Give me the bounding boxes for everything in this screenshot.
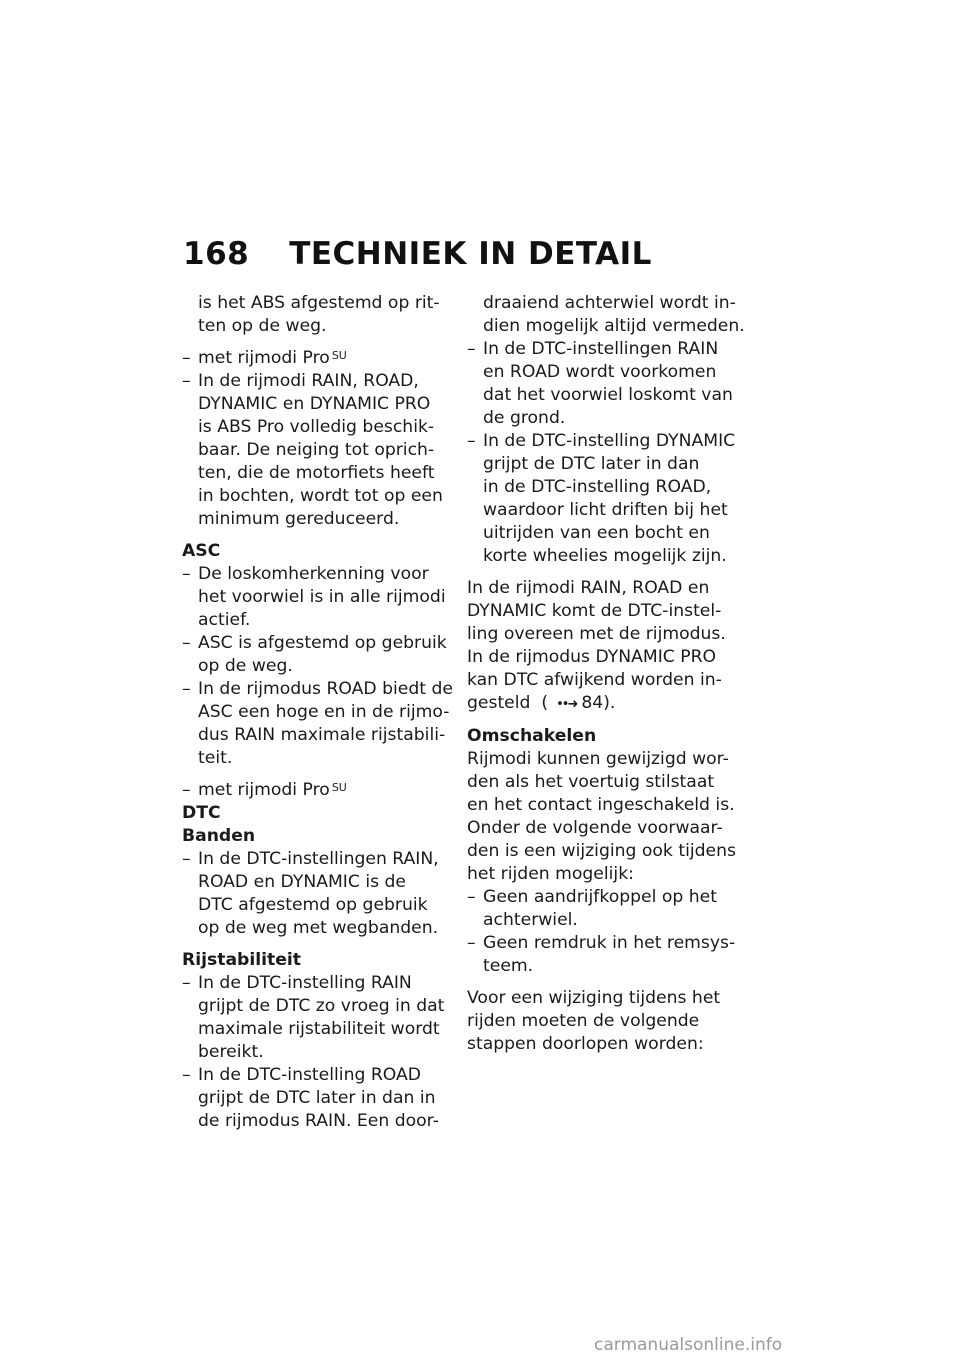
left-column xyxy=(182,292,462,1133)
page-title: TECHNIEK IN DETAIL xyxy=(289,236,652,272)
list-item: – In de DTC-instelling DYNAMIC grijpt de DTC later in dan in de DTC-instelling ROAD, waardoor licht driften bij het uitrijden van een bocht en korte wheelies mogelijk zijn. xyxy=(467,431,736,566)
banden-heading: Banden xyxy=(182,826,256,846)
continued-text: draaiend achterwiel wordt in- dien mogelijk altijd vermeden. xyxy=(483,293,745,336)
list-item-abs-pro: – In de rijmodi RAIN, ROAD, DYNAMIC en DYNAMIC PRO is ABS Pro volledig beschik- baar. De neiging tot oprich- ten, die de motorfiets heeft in bochten, wordt tot op een minimum gereduceerd. xyxy=(182,371,443,529)
su-superscript: SU xyxy=(331,349,347,362)
dtc-heading: DTC xyxy=(182,803,221,823)
list-item: – In de DTC-instelling RAIN grijpt de DTC zo vroeg in dat maximale rijstabiliteit wordt bereikt. xyxy=(182,973,445,1062)
list-item: – In de DTC-instelling ROAD grijpt de DTC later in dan in de rijmodus RAIN. Een door- xyxy=(182,1065,439,1131)
list-item: – ASC is afgestemd op gebruik op de weg. xyxy=(182,633,447,676)
page-header xyxy=(183,236,652,272)
page-reference-link[interactable]: 84). xyxy=(581,693,616,713)
list-item: – In de DTC-instellingen RAIN, ROAD en DYNAMIC is de DTC afgestemd op gebruik op de weg met wegbanden. xyxy=(182,849,439,938)
list-item-pro-su-1: – met rijmodi Pro $^{SU}$ xyxy=(182,348,347,368)
su-superscript: SU xyxy=(331,781,347,794)
list-item: – De loskomherkenning voor het voorwiel is in alle rijmodi actief. xyxy=(182,564,446,630)
omschakelen-paragraph: Rijmodi kunnen gewijzigd wor- den als het voertuig stilstaat en het contact ingeschakeld is. Onder de volgende voorwaar- den is een wijziging ook tijdens het rijden mogelijk: xyxy=(467,749,736,884)
list-item: – In de DTC-instellingen RAIN en ROAD wordt voorkomen dat het voorwiel loskomt van de grond. xyxy=(467,339,733,428)
page-reference-arrow-icon: ••➜ xyxy=(556,697,577,712)
final-paragraph: Voor een wijziging tijdens het rijden moeten de volgende stappen doorlopen worden: xyxy=(467,988,721,1054)
dtc-paragraph: In de rijmodi RAIN, ROAD en DYNAMIC komt de DTC-instel- ling overeen met de rijmodus. In de rijmodus DYNAMIC PRO kan DTC afwijkend worden in- gesteld ( ••➜ 84). xyxy=(467,577,747,716)
watermark: carmanualsonline.info xyxy=(594,1335,783,1355)
list-item: – Geen remdruk in het remsys- teem. xyxy=(467,933,736,976)
right-column xyxy=(467,292,747,1065)
rijstabiliteit-heading: Rijstabiliteit xyxy=(182,950,302,970)
page-number: 168 xyxy=(183,236,250,272)
list-item-pro-su-2: – met rijmodi Pro $^{SU}$ xyxy=(182,780,347,800)
list-item: – Geen aandrijfkoppel op het achterwiel. xyxy=(467,887,717,930)
asc-heading: ASC xyxy=(182,541,221,561)
omschakelen-heading: Omschakelen xyxy=(467,726,597,746)
list-item: – In de rijmodus ROAD biedt de ASC een hoge en in de rijmo- dus RAIN maximale rijstabili- teit. xyxy=(182,679,453,768)
intro-paragraph: is het ABS afgestemd op rit- ten op de weg. xyxy=(198,293,440,336)
